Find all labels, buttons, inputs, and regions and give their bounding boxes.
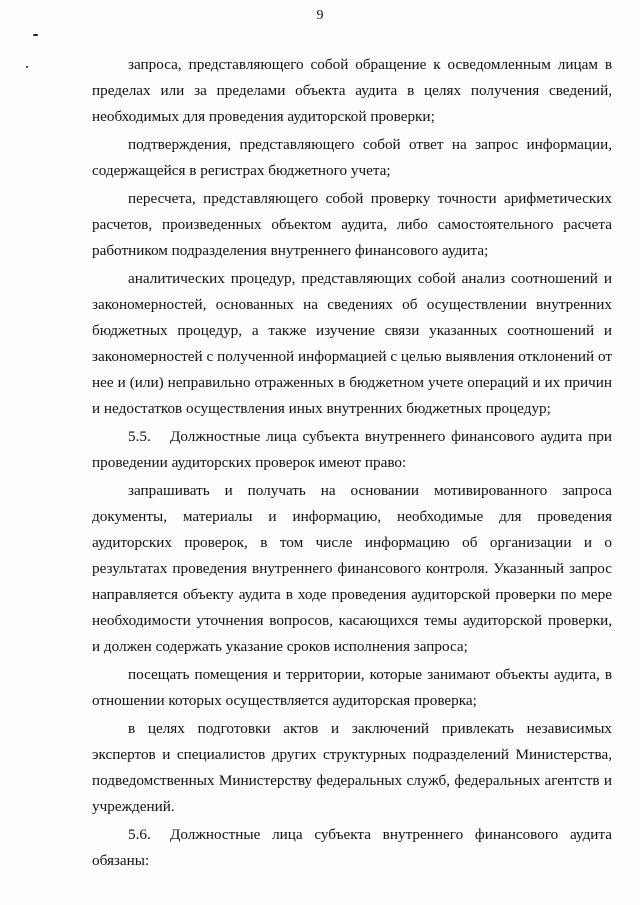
paragraph: подтверждения, представляющего собой ответ на запрос информации, содержащейся в регистрах бюджетного учета; [92, 136, 612, 179]
scan-speck [33, 34, 38, 36]
page-number: 9 [316, 8, 324, 23]
paragraph: в целях подготовки актов и заключений привлекать независимых экспертов и специалистов других структурных подразделений Министерства, подведомственных Министерству федеральных служб, федеральных агентств и учреждений. [92, 720, 612, 815]
paragraph: пересчета, представляющего собой проверку точности арифметических расчетов, произведенных объектом аудита, либо самостоятельного расчета работником подразделения внутреннего финансового аудита; [92, 190, 612, 259]
scan-speck [26, 66, 28, 68]
document-body [92, 52, 612, 874]
paragraph: аналитических процедур, представляющих собой анализ соотношений и закономерностей, основанных на сведениях об осуществлении внутренних бюджетных процедур, а также изучение связи указанных соотношений и закономерностей с полученной информацией с целью выявления отклонений от нее и (или) неправильно отраженных в бюджетном учете операций и их причин и недостатков осуществления иных внутренних бюджетных процедур; [92, 270, 612, 417]
paragraph: запрашивать и получать на основании мотивированного запроса документы, материалы и информацию, необходимые для проведения аудиторских проверок, в том числе информацию об организации и о результатах проведения внутреннего финансового контроля. Указанный запрос направляется объекту аудита в ходе проведения аудиторской проверки по мере необходимости уточнения вопросов, касающихся темы аудиторской проверки, и должен содержать указание сроков исполнения запроса; [92, 482, 612, 655]
paragraph: посещать помещения и территории, которые занимают объекты аудита, в отношении которых осуществляется аудиторская проверка; [92, 666, 612, 709]
section-5-6: 5.6. Должностные лица субъекта внутреннего финансового аудита обязаны: [92, 822, 612, 874]
paragraph: запроса, представляющего собой обращение к осведомленным лицам в пределах или за пределами объекта аудита в целях получения сведений, необходимых для проведения аудиторской проверки; [92, 56, 612, 125]
section-number: 5.6. [128, 826, 151, 843]
section-5-5: 5.5. Должностные лица субъекта внутреннего финансового аудита при проведении аудиторских проверок имеют право: [92, 424, 612, 476]
section-number: 5.5. [128, 428, 151, 445]
